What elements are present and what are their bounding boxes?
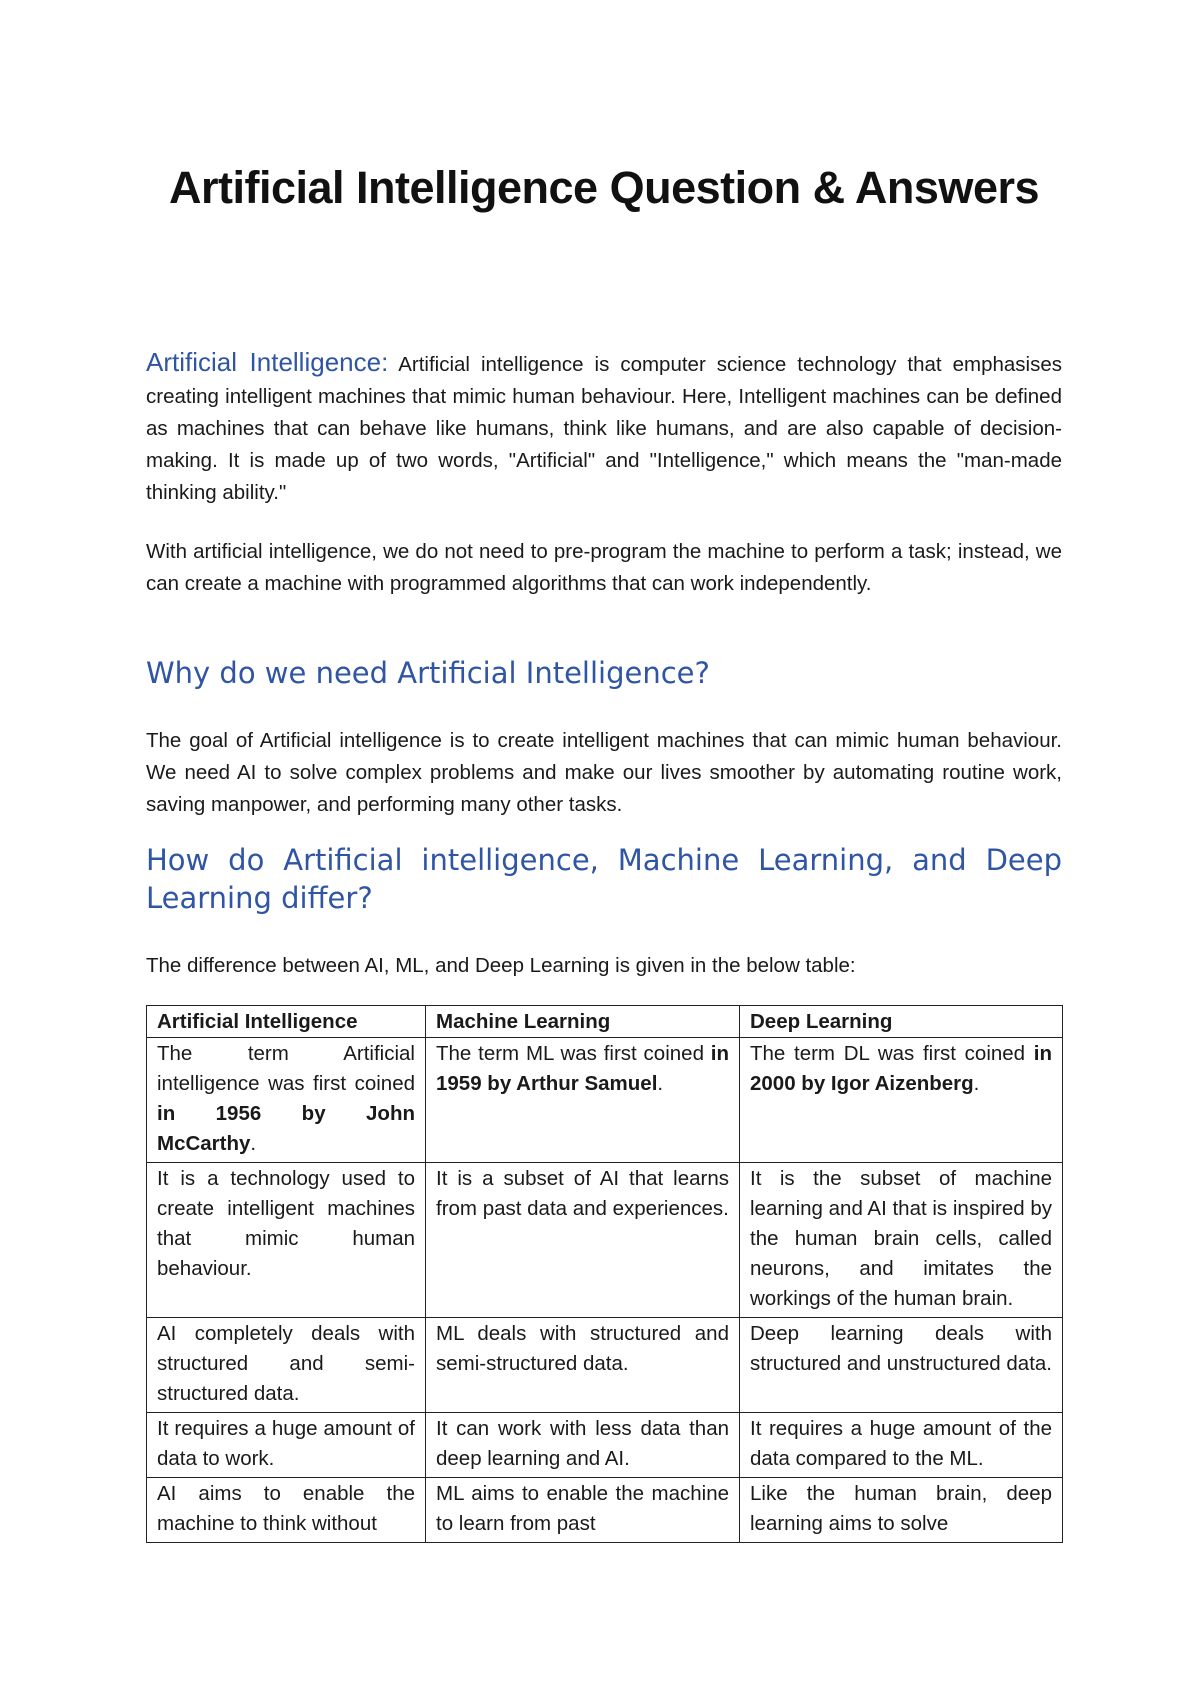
table-row — [147, 1413, 1063, 1478]
table-row — [147, 1318, 1063, 1413]
intro-paragraph — [146, 346, 1062, 509]
cell-text-suffix: . — [973, 1072, 980, 1095]
table-cell — [426, 1038, 740, 1163]
table-header-cell: Deep Learning — [740, 1006, 1063, 1038]
paragraph-table-intro: The difference between AI, ML, and Deep Learning is given in the below table: — [146, 954, 856, 977]
paragraph-2: With artificial intelligence, we do not need to pre-program the machine to perform a task; instead, we can create a machine with programmed algorithms that can work independently. — [146, 540, 1062, 595]
cell-text: AI completely deals with structured and semi-structured data. — [157, 1322, 415, 1405]
paragraph-why-ai: The goal of Artificial intelligence is to create intelligent machines that can mimic human behaviour. We need AI to solve complex problems and make our lives smoother by automating routine work, saving manpower, and performing many other tasks. — [146, 729, 1062, 816]
cell-text: ML deals with structured and semi-structured data. — [436, 1322, 729, 1375]
heading-why-ai: Why do we need Artificial Intelligence? — [146, 656, 710, 690]
table-cell — [426, 1163, 740, 1318]
table-cell — [426, 1478, 740, 1543]
cell-text: It requires a huge amount of data to work. — [157, 1417, 415, 1470]
cell-text: The term DL was first coined — [750, 1042, 1034, 1065]
table-body — [147, 1038, 1063, 1543]
cell-text: The term ML was first coined — [436, 1042, 711, 1065]
table-cell — [740, 1478, 1063, 1543]
table-cell — [147, 1478, 426, 1543]
table-row — [147, 1478, 1063, 1543]
table-row — [147, 1038, 1063, 1163]
cell-bold-text: in 2000 by Igor Aizenberg — [750, 1042, 1052, 1095]
table-cell — [426, 1413, 740, 1478]
cell-text: AI aims to enable the machine to think without — [157, 1482, 415, 1535]
table-cell — [740, 1163, 1063, 1318]
table-cell — [147, 1163, 426, 1318]
cell-text: It can work with less data than deep learning and AI. — [436, 1417, 729, 1470]
table-header-cell: Machine Learning — [426, 1006, 740, 1038]
cell-text: Deep learning deals with structured and unstructured data. — [750, 1322, 1052, 1375]
table-cell — [740, 1413, 1063, 1478]
table-cell — [426, 1318, 740, 1413]
table-cell — [147, 1413, 426, 1478]
cell-text-suffix: . — [250, 1132, 257, 1155]
comparison-table — [146, 1005, 1063, 1543]
intro-text: Artificial intelligence is computer science technology that emphasises creating intelligent machines that mimic human behaviour. Here, Intelligent machines can be defined as machines that can behave like humans, think like humans, and are also capable of decision-making. It is made up of two words, "Artificial" and "Intelligence," which means the "man-made thinking ability." — [146, 353, 1063, 504]
cell-text-suffix: . — [657, 1072, 664, 1095]
intro-term: Artificial Intelligence: — [146, 347, 389, 377]
cell-bold-text: in 1956 by John McCarthy — [157, 1102, 415, 1155]
document-title: Artificial Intelligence Question & Answers — [168, 162, 1040, 213]
cell-text: It is the subset of machine learning and AI that is inspired by the human brain cells, called neurons, and imitates the workings of the human brain. — [750, 1167, 1052, 1310]
cell-text: Like the human brain, deep learning aims to solve — [750, 1482, 1052, 1535]
table-cell — [147, 1318, 426, 1413]
cell-text: It requires a huge amount of the data compared to the ML. — [750, 1417, 1052, 1470]
table-header-row — [147, 1006, 1063, 1038]
table-cell — [740, 1318, 1063, 1413]
cell-text: ML aims to enable the machine to learn from past — [436, 1482, 729, 1535]
cell-text: It is a subset of AI that learns from past data and experiences. — [436, 1167, 729, 1220]
cell-text: It is a technology used to create intelligent machines that mimic human behaviour. — [157, 1167, 415, 1280]
cell-text: The term Artificial intelligence was first coined — [157, 1042, 415, 1095]
table-cell — [740, 1038, 1063, 1163]
table-cell — [147, 1038, 426, 1163]
table-row — [147, 1163, 1063, 1318]
cell-bold-text: in 1959 by Arthur Samuel — [436, 1042, 729, 1095]
heading-ai-ml-dl: How do Artificial intelligence, Machine Learning, and Deep Learning differ? — [146, 843, 1062, 915]
table-header-cell: Artificial Intelligence — [147, 1006, 426, 1038]
